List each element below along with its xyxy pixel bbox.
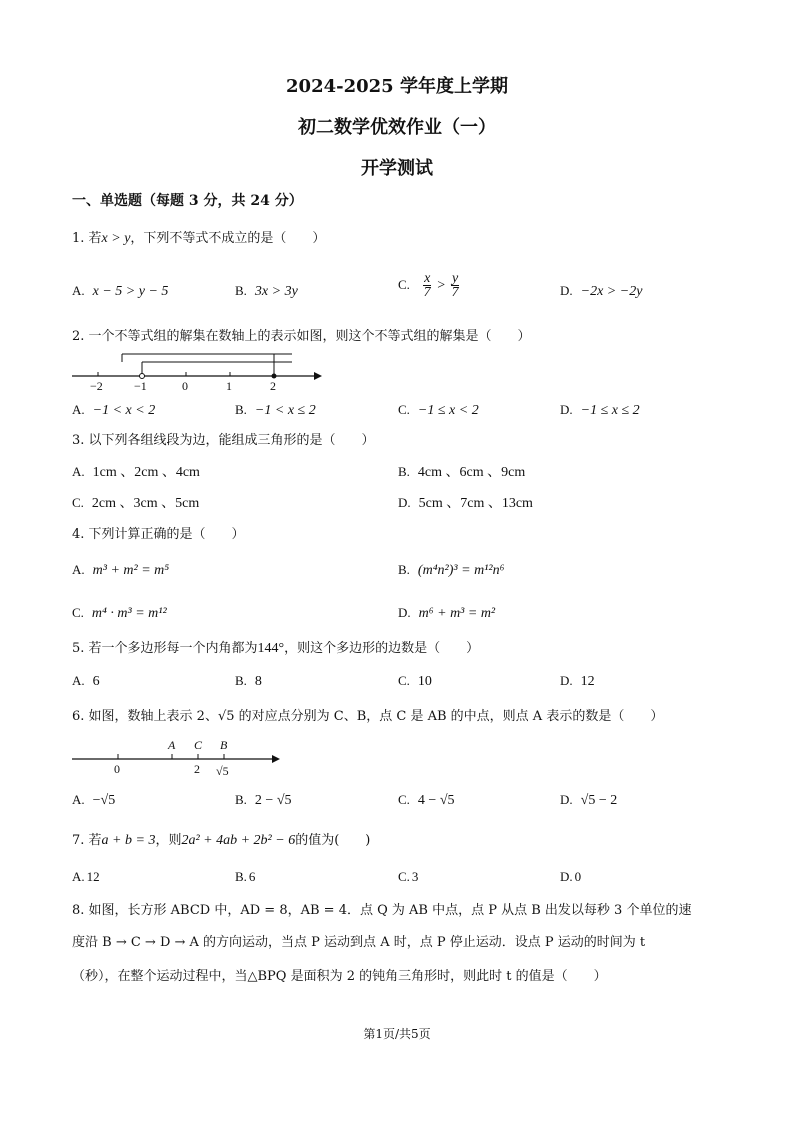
q1-option-d[interactable]: D. −2x > −2y (560, 283, 643, 299)
q7-option-d[interactable]: D. 0 (560, 869, 582, 884)
open-endpoint (140, 374, 145, 379)
question-2-stem: 2. 一个不等式组的解集在数轴上的表示如图，则这个不等式组的解集是（ ） (72, 329, 531, 344)
q6-option-d[interactable]: D. √5 − 2 (560, 792, 618, 808)
q1-option-c[interactable]: C. $\frac{x}{7}$ > $\frac{y}{7}$ (398, 271, 459, 300)
q4-option-c[interactable]: C. m⁴ · m³ = m¹² (72, 605, 167, 621)
question-3-stem: 3. 以下列各组线段为边，能组成三角形的是（ ） (72, 433, 375, 448)
point-label-c: C (194, 738, 203, 752)
q6-option-c[interactable]: C. 4 − √5 (398, 792, 455, 808)
page-number: 第1页/共5页 (363, 1027, 431, 1041)
q4-option-b[interactable]: B. (m⁴n²)³ = m¹²n⁶ (398, 562, 505, 578)
q6-option-a[interactable]: A. −√5 (72, 792, 116, 808)
q5-option-a[interactable]: A. 6 (72, 673, 100, 689)
tick-label: 0 (114, 762, 120, 776)
closed-endpoint (272, 374, 277, 379)
tick-label: −1 (134, 379, 147, 393)
question-8-stem-line-2: 度沿 B → C → D → A 的方向运动，当点 P 运动到点 A 时，点 P 停止运动．设点 P 运动的时间为 t (72, 935, 646, 950)
q6-number-line-figure (70, 735, 290, 780)
tick-label: −2 (90, 379, 103, 393)
exam-year-title: 2024-2025 学年度上学期 (286, 76, 508, 97)
question-1-stem: 1. 若x > y，下列不等式不成立的是（ ） (72, 231, 326, 246)
q6-option-b[interactable]: B. 2 − √5 (235, 792, 292, 808)
q1-option-a[interactable]: A. x − 5 > y − 5 (72, 283, 169, 299)
question-5-stem: 5. 若一个多边形每一个内角都为144°，则这个多边形的边数是（ ） (72, 641, 480, 656)
question-4-stem: 4. 下列计算正确的是（ ） (72, 527, 245, 542)
section-title: 一、单选题（每题 3 分，共 24 分） (72, 193, 303, 209)
q2-option-d[interactable]: D. −1 ≤ x ≤ 2 (560, 402, 640, 418)
q3-option-a[interactable]: A. 1cm 、2cm 、4cm (72, 464, 200, 480)
q7-option-b[interactable]: B. 6 (235, 869, 256, 884)
point-label-a: A (168, 738, 176, 752)
q4-option-d[interactable]: D. m⁶ + m³ = m² (398, 605, 496, 621)
q2-option-b[interactable]: B. −1 < x ≤ 2 (235, 402, 316, 418)
q5-option-c[interactable]: C. 10 (398, 673, 432, 689)
tick-label: 2 (270, 379, 276, 393)
tick-label: 2 (194, 762, 200, 776)
q3-option-c[interactable]: C. 2cm 、3cm 、5cm (72, 495, 200, 511)
question-8-stem-line-3: （秒），在整个运动过程中，当△BPQ 是面积为 2 的钝角三角形时，则此时 t 的值是（ ） (72, 969, 607, 984)
q2-number-line-figure (70, 350, 330, 395)
q7-option-a[interactable]: A. 12 (72, 869, 100, 884)
exam-title: 初二数学优效作业（一） (298, 117, 496, 138)
q5-option-d[interactable]: D. 12 (560, 673, 595, 689)
tick-label: 0 (182, 379, 188, 393)
q5-option-b[interactable]: B. 8 (235, 673, 262, 689)
q4-option-a[interactable]: A. m³ + m² = m⁵ (72, 562, 170, 578)
question-7-stem: 7. 若a + b = 3，则2a² + 4ab + 2b² − 6的值为( ) (72, 833, 371, 848)
tick-label: √5 (216, 764, 229, 778)
tick-label: 1 (226, 379, 232, 393)
q1-option-b[interactable]: B. 3x > 3y (235, 283, 298, 299)
q3-option-d[interactable]: D. 5cm 、7cm 、13cm (398, 495, 533, 511)
q3-option-b[interactable]: B. 4cm 、6cm 、9cm (398, 464, 526, 480)
question-8-stem-line-1: 8. 如图，长方形 ABCD 中，AD = 8，AB = 4．点 Q 为 AB 中点，点 P 从点 B 出发以每秒 3 个单位的速 (72, 903, 692, 918)
q2-option-c[interactable]: C. −1 ≤ x < 2 (398, 402, 479, 418)
q7-option-c[interactable]: C. 3 (398, 869, 419, 884)
q2-option-a[interactable]: A. −1 < x < 2 (72, 402, 156, 418)
point-label-b: B (220, 738, 228, 752)
exam-subtitle: 开学测试 (361, 158, 433, 179)
question-6-stem: 6. 如图，数轴上表示 2、√5 的对应点分别为 C、B，点 C 是 AB 的中点，则点 A 表示的数是（ ） (72, 709, 664, 724)
